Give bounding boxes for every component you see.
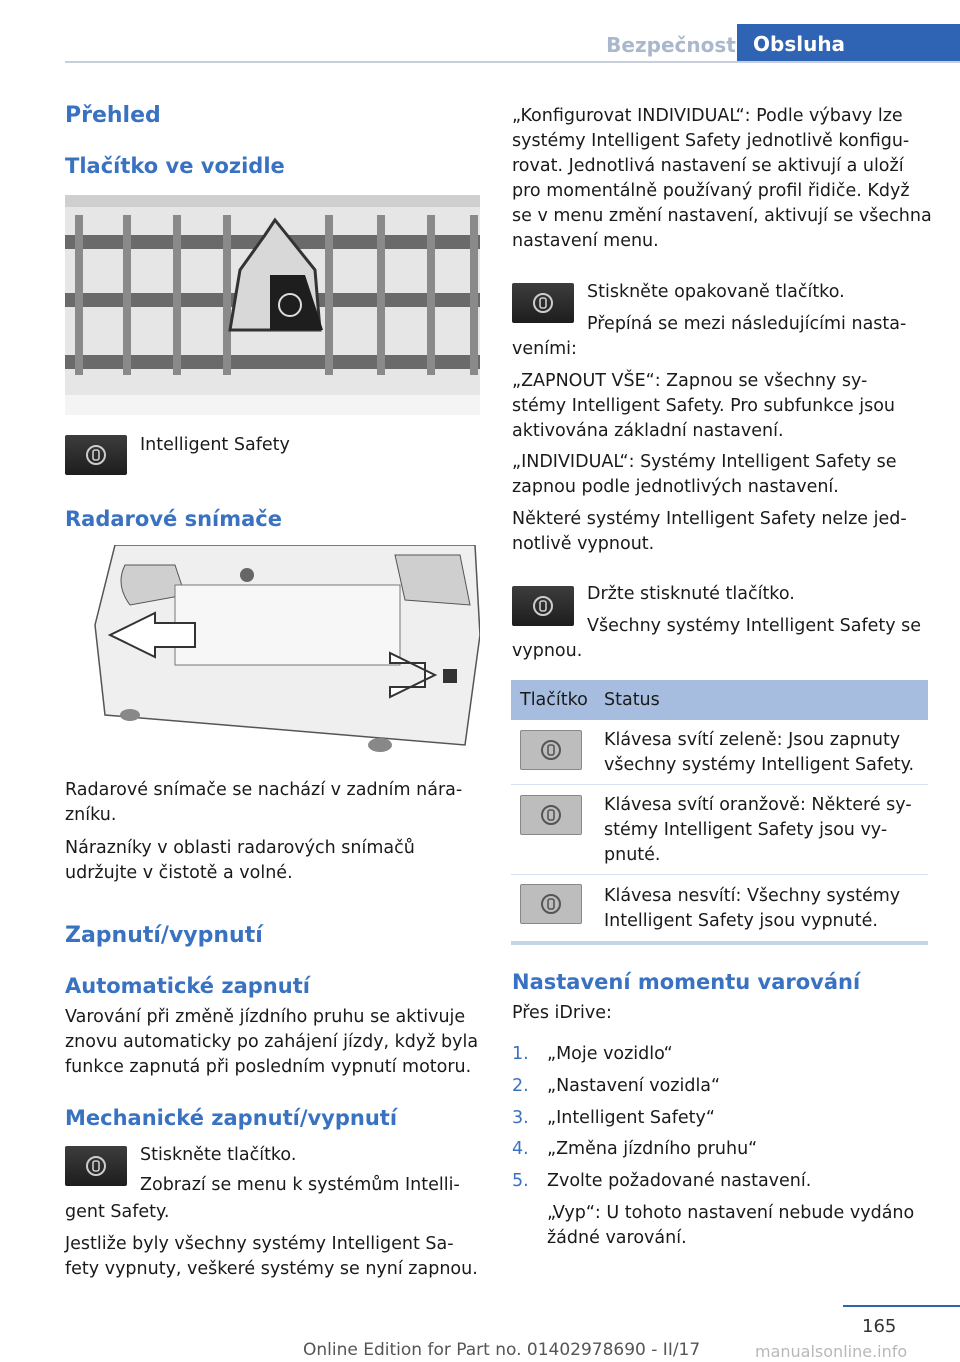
edition-line: Online Edition for Part no. 01402978690 - II/17 <box>303 1340 701 1360</box>
intelligent-safety-icon <box>520 795 582 835</box>
step-text: „Moje vozidlo“ <box>547 1044 673 1064</box>
header-divider <box>65 61 960 63</box>
step-text: „Změna jízdního pruhu“ <box>547 1139 758 1159</box>
tab-obsluha[interactable]: Obsluha <box>737 24 960 63</box>
table-row-green: Klávesa svítí zeleně: Jsou zapnuty všechny systémy Intelligent Safety. <box>604 730 915 775</box>
via-idrive: Přes iDrive: <box>512 1003 612 1023</box>
caption-intelligent-safety: Intelligent Safety <box>140 435 290 455</box>
instruction-menu-line1: Zobrazí se menu k systémům Intelli- <box>140 1175 460 1195</box>
intelligent-safety-icon <box>520 730 582 770</box>
grille-photo <box>65 195 480 415</box>
step-number: 1. <box>512 1044 529 1064</box>
footer-rule <box>843 1305 960 1307</box>
rear-bumper-photo <box>65 545 480 760</box>
table-row-orange: Klávesa svítí oranžově: Některé sy- stémy Intelligent Safety jsou vy- pnuté. <box>604 795 912 865</box>
instruction-all-off-line1: Všechny systémy Intelligent Safety se <box>587 616 922 636</box>
instruction-hold: Držte stisknuté tlačítko. <box>587 584 795 604</box>
instruction-press: Stiskněte tlačítko. <box>140 1145 297 1165</box>
instruction-menu-line2: gent Safety. <box>65 1202 170 1222</box>
step-number: 2. <box>512 1076 529 1096</box>
paragraph-radar-location: Radarové snímače se nachází v zadním nára- zníku. <box>65 780 463 825</box>
step-text: „Intelligent Safety“ <box>547 1108 715 1128</box>
heading-on-off: Zapnutí/vypnutí <box>65 923 263 948</box>
paragraph-some-systems: Některé systémy Intelligent Safety nelze jed- notlivě vypnout. <box>512 509 907 554</box>
step-number: 4. <box>512 1139 529 1159</box>
intelligent-safety-icon <box>520 884 582 924</box>
paragraph-all-switched-on: Jestliže byly všechny systémy Intelligent Sa- fety vypnuty, veškeré systémy se nyní zapnou. <box>65 1234 478 1279</box>
paragraph-individual: „INDIVIDUAL“: Systémy Intelligent Safety se zapnou podle jednotlivých nastavení. <box>512 452 897 497</box>
intelligent-safety-icon <box>512 586 574 626</box>
table-header-status: Status <box>604 690 660 710</box>
instruction-all-off-line2: vypnou. <box>512 641 583 661</box>
table-row-divider <box>511 874 928 875</box>
page-number: 165 <box>862 1316 897 1337</box>
tab-bezpecnost[interactable]: Bezpečnost <box>606 32 736 57</box>
instruction-press-repeatedly: Stiskněte opakovaně tlačítko. <box>587 282 845 302</box>
watermark: manualsonline.info <box>755 1342 908 1361</box>
step-text: „Nastavení vozidla“ <box>547 1076 721 1096</box>
paragraph-auto-on: Varování při změně jízdního pruhu se aktivuje znovu automaticky po zahájení jízdy, když byla funkce zapnutá při posledním vypnutí motoru. <box>65 1007 479 1077</box>
table-header-button: Tlačítko <box>520 690 588 710</box>
heading-warning-timing: Nastavení momentu varování <box>512 970 861 994</box>
intelligent-safety-icon <box>512 283 574 323</box>
table-row-divider <box>511 784 928 785</box>
heading-button-in-vehicle: Tlačítko ve vozidle <box>65 154 285 178</box>
paragraph-all-on: „ZAPNOUT VŠE“: Zapnou se všechny sy- stémy Intelligent Safety. Pro subfunkce jsou aktivována základní nastavení. <box>512 371 896 441</box>
intelligent-safety-icon <box>65 1146 127 1186</box>
step5-note: „Vyp“: U tohoto nastavení nebude vydáno žádné varování. <box>547 1203 915 1248</box>
heading-radar-sensors: Radarové snímače <box>65 507 282 531</box>
intelligent-safety-icon <box>65 435 127 475</box>
paragraph-radar-clean: Nárazníky v oblasti radarových snímačů udržujte v čistotě a volné. <box>65 838 415 883</box>
table-row-off: Klávesa nesvítí: Všechny systémy Intelligent Safety jsou vypnuté. <box>604 886 901 931</box>
step-number: 3. <box>512 1108 529 1128</box>
heading-mechanical: Mechanické zapnutí/vypnutí <box>65 1106 398 1130</box>
table-bottom-border <box>511 941 928 945</box>
step-number: 5. <box>512 1171 529 1191</box>
paragraph-configure-individual: „Konfigurovat INDIVIDUAL“: Podle výbavy lze systémy Intelligent Safety jednotlivě konfigu- rovat. Jednotlivá nastavení se aktivují a uloží pro momentálně používaný profil řidiče. Když se v menu změní nastavení, aktivují se všechna nastavení menu. <box>512 106 932 251</box>
instruction-switches-line2: veními: <box>512 339 577 359</box>
heading-overview: Přehled <box>65 103 161 128</box>
instruction-switches-line1: Přepíná se mezi následujícími nasta- <box>587 314 907 334</box>
step-text: Zvolte požadované nastavení. <box>547 1171 812 1191</box>
heading-auto-on: Automatické zapnutí <box>65 974 310 998</box>
